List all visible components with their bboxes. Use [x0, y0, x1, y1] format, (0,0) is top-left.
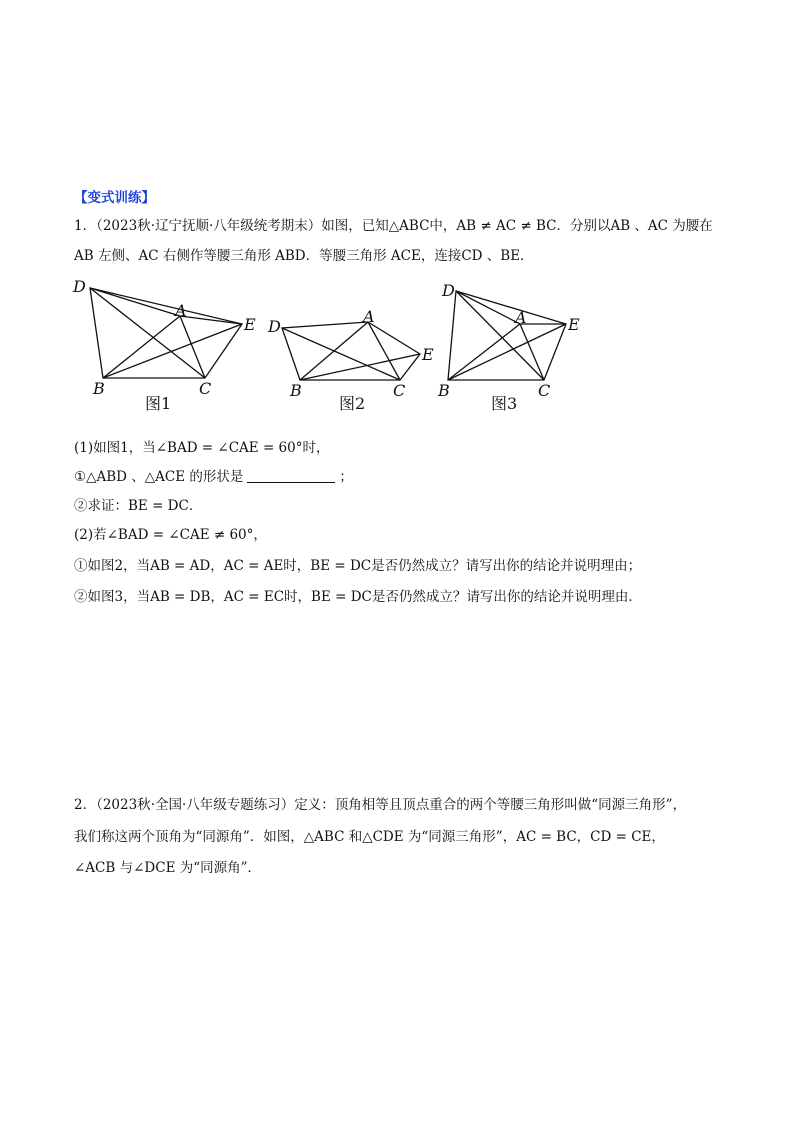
- fig3-label-c: C: [538, 381, 551, 400]
- fig1-label-d: D: [73, 277, 86, 296]
- problem1-line1: 1．（2023秋·辽宁抚顺·八年级统考期末）如图，已知△ABC中，AB ≠ AC ≠ BC．分别以AB 、AC 为腰在: [74, 218, 713, 234]
- question-1a-text: ①△ABD 、△ACE 的形状是: [74, 469, 244, 485]
- problem1-line2: AB 左侧、AC 右侧作等腰三角形 ABD．等腰三角形 ACE，连接CD 、BE．: [74, 248, 534, 264]
- fig2-caption: 图2: [339, 394, 366, 413]
- question-1a-end: ；: [339, 469, 353, 485]
- problem2-line1: 2．（2023秋·全国·八年级专题练习）定义：顶角相等且顶点重合的两个等腰三角形叫做“同源三角形”，: [74, 797, 687, 813]
- fig1-label-c: C: [199, 379, 212, 398]
- question-2a: ①如图2，当AB = AD，AC = AE时，BE = DC是否仍然成立？请写出你的结论并说明理由；: [74, 558, 642, 574]
- question-1a: [74, 467, 353, 487]
- fig1-caption: 图1: [145, 394, 172, 413]
- fig1-label-a: A: [175, 301, 187, 320]
- fig3-label-e: E: [568, 315, 580, 334]
- question-1: (1)如图1，当∠BAD = ∠CAE = 60°时，: [74, 440, 330, 456]
- question-1b: ②求证：BE = DC．: [74, 498, 203, 514]
- fig3-caption: 图3: [491, 394, 518, 413]
- answer-blank: [247, 468, 335, 483]
- fig2-label-c: C: [393, 381, 406, 400]
- section-heading: 【变式训练】: [74, 190, 155, 206]
- fig1-label-b: B: [93, 379, 105, 398]
- figure-1: [90, 288, 242, 378]
- problem2-line2: 我们称这两个顶角为“同源角”．如图，△ABC 和△CDE 为“同源三角形”，AC = BC，CD = CE，: [74, 829, 665, 845]
- fig1-label-e: E: [244, 315, 256, 334]
- fig3-label-b: B: [438, 381, 450, 400]
- question-2: (2)若∠BAD = ∠CAE ≠ 60°，: [74, 527, 267, 543]
- problem2-line3: ∠ACB 与∠DCE 为“同源角”．: [74, 860, 262, 876]
- fig2-label-a: A: [363, 307, 375, 326]
- figure-3: [448, 291, 566, 380]
- fig3-label-a: A: [515, 308, 527, 327]
- geometry-figures: [0, 276, 800, 416]
- figure-2: [282, 322, 420, 380]
- fig3-label-d: D: [442, 281, 455, 300]
- fig2-label-e: E: [422, 345, 434, 364]
- question-2b: ②如图3，当AB = DB，AC = EC时，BE = DC是否仍然成立？请写出你的结论并说明理由．: [74, 589, 642, 605]
- fig2-label-d: D: [268, 317, 281, 336]
- fig2-label-b: B: [290, 381, 302, 400]
